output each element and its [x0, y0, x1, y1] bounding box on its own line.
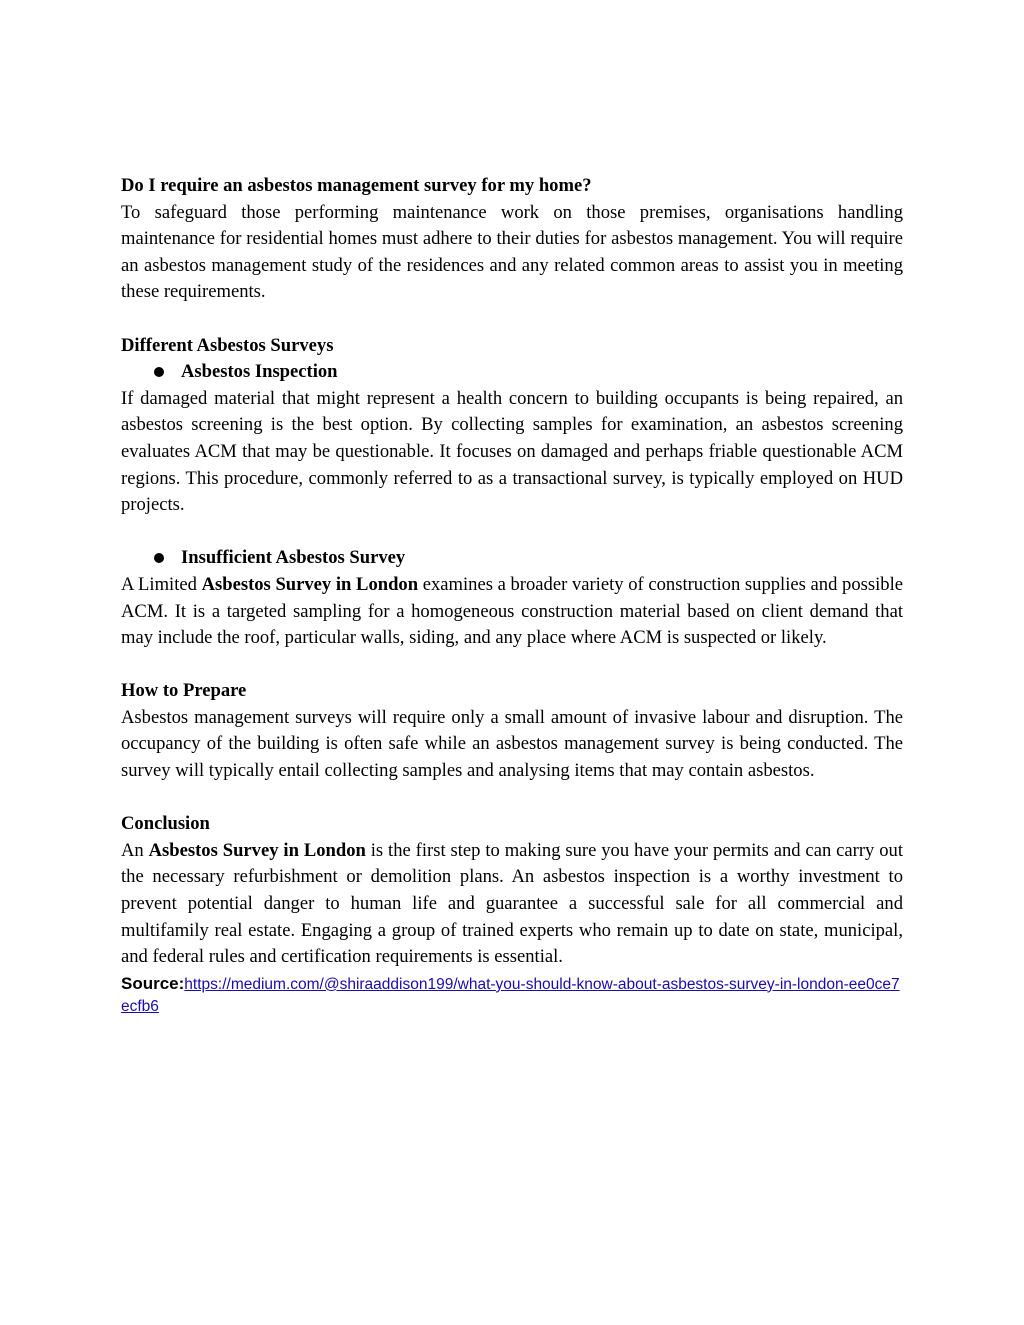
insufficient-survey-body	[121, 572, 903, 652]
body-text: examines a broader variety of construction supplies and possible ACM. It is a targeted sampling for a homogeneous construction material based on client demand that may include the roof, particular walls, siding, and any place where ACM is suspected or likely.	[121, 573, 903, 649]
bullet-title: Insufficient Asbestos Survey	[181, 547, 406, 569]
body-text: An	[121, 839, 149, 861]
bullet-icon	[154, 553, 164, 563]
section-heading-conclusion: Conclusion	[121, 813, 210, 835]
paragraph-gap	[121, 519, 903, 546]
bullet-icon	[154, 367, 164, 377]
source-label: Source:	[121, 973, 185, 993]
source-line	[121, 973, 903, 1018]
document-page	[121, 173, 903, 1018]
paragraph-gap	[121, 652, 903, 679]
section-body-survey-requirement: To safeguard those performing maintenance work on those premises, organisations handling maintenance for residential homes must adhere to their duties for asbestos management. You will require an asbestos management study of the residences and any related common areas to assist you in meeting these requirements.	[121, 201, 903, 303]
conclusion-body	[121, 838, 903, 971]
bullet-title: Asbestos Inspection	[181, 361, 338, 383]
paragraph-gap	[121, 306, 903, 333]
asbestos-inspection-body: If damaged material that might represent a health concern to building occupants is being repaired, an asbestos screening is the best option. By collecting samples for examination, an asbestos screening evaluates ACM that may be questionable. It focuses on damaged and perhaps friable questionable ACM regions. This procedure, commonly referred to as a transactional survey, is typically employed on HUD projects.	[121, 387, 903, 516]
source-link[interactable]: https://medium.com/@shiraaddison199/what-you-should-know-about-asbestos-survey-in-london-ee0ce7ecfb6	[121, 975, 900, 1015]
bullet-item-asbestos-inspection	[121, 359, 903, 386]
bold-keyword: Asbestos Survey in London	[201, 573, 419, 595]
bullet-item-insufficient-survey	[121, 545, 903, 572]
body-text: is the first step to making sure you have your permits and can carry out the necessary refurbishment or demolition plans. An asbestos inspection is a worthy investment to prevent potential danger to human life and guarantee a successful sale for all commercial and multifamily real estate. Engaging a group of trained experts who remain up to date on state, municipal, and federal rules and certification requirements is essential.	[121, 839, 903, 968]
section-heading-how-to-prepare: How to Prepare	[121, 680, 247, 702]
paragraph-gap	[121, 785, 903, 812]
section-heading-survey-requirement: Do I require an asbestos management survey for my home?	[121, 175, 592, 196]
how-to-prepare-body: Asbestos management surveys will require only a small amount of invasive labour and disruption. The occupancy of the building is often safe while an asbestos management survey is being conducted. The survey will typically entail collecting samples and analysing items that may contain asbestos.	[121, 706, 903, 782]
body-text: A Limited	[121, 573, 202, 595]
bold-keyword: Asbestos Survey in London	[148, 839, 366, 861]
section-heading-different-surveys: Different Asbestos Surveys	[121, 334, 334, 356]
